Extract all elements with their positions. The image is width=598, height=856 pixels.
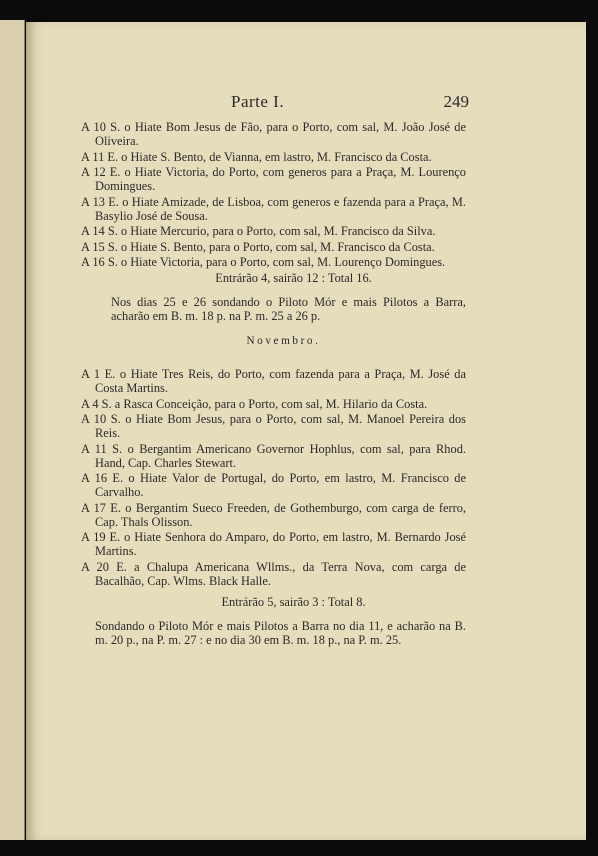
entry: A 11 S. o Bergantim Americano Governor Hophlus, com sal, para Rhod. Hand, Cap. Charles Stewart.	[81, 441, 466, 470]
monthly-total: Entrárão 5, sairão 3 : Total 8.	[221, 595, 366, 609]
entry: A 17 E. o Bergantim Sueco Freeden, de Gothemburgo, com carga de ferro, Cap. Thals Olisson.	[81, 500, 466, 529]
book-page	[26, 22, 586, 840]
sounding-note: Nos dias 25 e 26 sondando o Piloto Mór e mais Pilotos a Barra, acharão em B. m. 18 p. na P. m. 25 a 26 p.	[111, 295, 466, 323]
entry: A 13 E. o Hiate Amizade, de Lisboa, com generos e fazenda para a Praça, M. Basylio José de Sousa.	[81, 194, 466, 223]
entry: A 14 S. o Hiate Mercurio, para o Porto, com sal, M. Francisco da Silva.	[81, 224, 436, 238]
entry: A 10 S. o Hiate Bom Jesus de Fão, para o Porto, com sal, M. João José de Oliveira.	[81, 120, 466, 148]
entry: A 16 E. o Hiate Valor de Portugal, do Porto, em lastro, M. Francisco de Carvalho.	[81, 471, 466, 499]
monthly-total: Entrárão 4, sairão 12 : Total 16.	[215, 271, 372, 285]
running-head-title: Parte I.	[231, 92, 285, 111]
entry: A 4 S. a Rasca Conceição, para o Porto, com sal, M. Hilario da Costa.	[81, 396, 428, 411]
text-block	[81, 92, 469, 659]
entries-october	[81, 120, 466, 269]
entry: A 20 E. a Chalupa Americana Wllms., da Terra Nova, com carga de Bacalhão, Cap. Wlms. Black Halle.	[81, 559, 466, 588]
entry: A 19 E. o Hiate Senhora do Amparo, do Porto, em lastro, M. Bernardo José Martins.	[81, 530, 466, 558]
entry: A 12 E. o Hiate Victoria, do Porto, com generos para a Praça, M. Lourenço Domingues.	[81, 165, 466, 193]
entry: A 16 S. o Hiate Victoria, para o Porto, com sal, M. Lourenço Domingues.	[81, 255, 446, 269]
month-heading: Novembro.	[246, 335, 321, 347]
entry: A 11 E. o Hiate S. Bento, de Vianna, em lastro, M. Francisco da Costa.	[81, 149, 432, 164]
facing-page-edge	[0, 20, 25, 840]
sounding-note: Sondando o Piloto Mór e mais Pilotos a Barra no dia 11, e acharão na B. m. 20 p., na P. m. 27 : e no dia 30 em B. m. 18 p., na P. m. 25.	[95, 619, 466, 647]
page-number: 249	[443, 92, 469, 111]
entries-november	[81, 367, 466, 588]
entry: A 15 S. o Hiate S. Bento, para o Porto, com sal, M. Francisco da Costa.	[81, 239, 435, 254]
entry: A 10 S. o Hiate Bom Jesus, para o Porto, com sal, M. Manoel Pereira dos Reis.	[81, 412, 466, 440]
entry: A 1 E. o Hiate Tres Reis, do Porto, com fazenda para a Praça, M. José da Costa Martins.	[81, 367, 466, 395]
running-head	[81, 92, 469, 120]
